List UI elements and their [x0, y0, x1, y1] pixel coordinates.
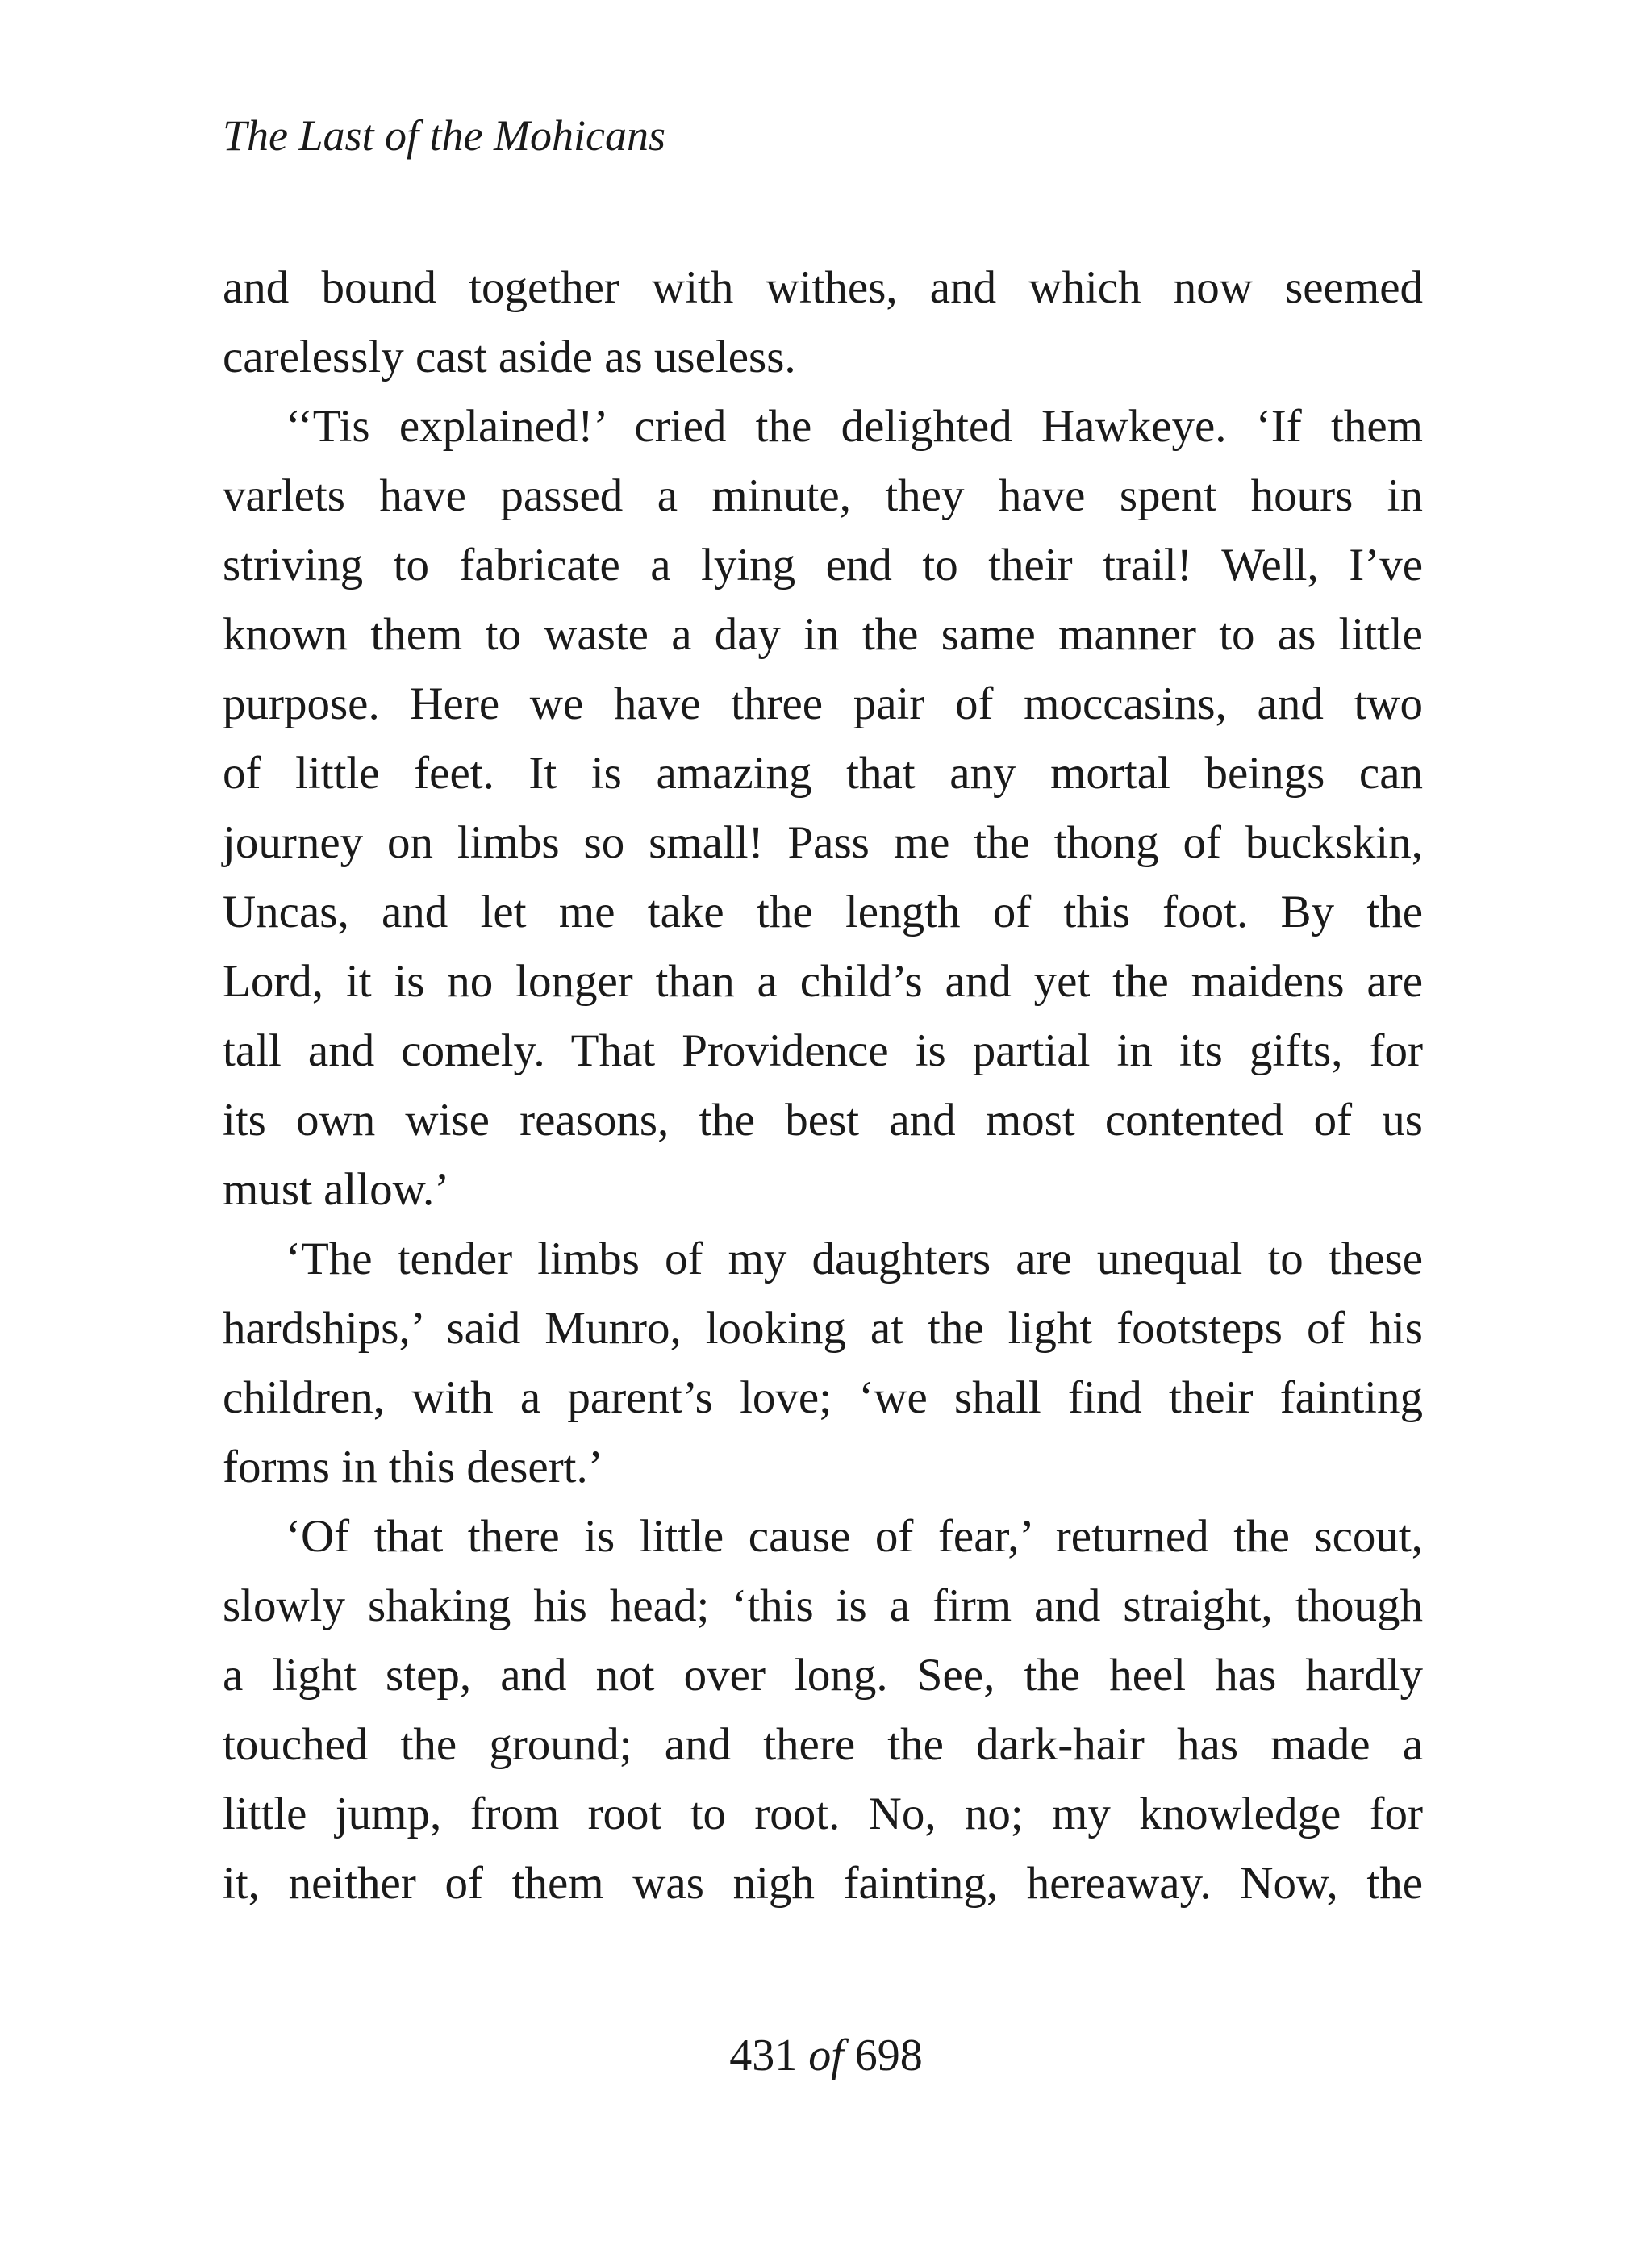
- page-number-current: 431: [729, 2031, 798, 2081]
- text-line: ‘The tender limbs of my daughters are unequal to these: [286, 1233, 1423, 1284]
- text-line: tall and comely. That Providence is partial in its gifts, for: [223, 1025, 1423, 1076]
- text-line: its own wise reasons, the best and most contented of us: [223, 1095, 1423, 1146]
- text-line: and bound together with withes, and which now seemed: [223, 262, 1423, 313]
- text-line: striving to fabricate a lying end to their trail! Well, I’ve: [223, 540, 1423, 591]
- text-line: known them to waste a day in the same manner to as little: [223, 609, 1423, 660]
- text-line: Lord, it is no longer than a child’s and yet the maidens are: [223, 956, 1423, 1007]
- text-line: ‘‘Tis explained!’ cried the delighted Hawkeye. ‘If them: [286, 401, 1423, 452]
- body-text: [223, 253, 1423, 1918]
- text-line: children, with a parent’s love; ‘we shall find their fainting: [223, 1372, 1423, 1423]
- text-line: it, neither of them was nigh fainting, hereaway. Now, the: [223, 1858, 1423, 1909]
- text-line: purpose. Here we have three pair of moccasins, and two: [223, 678, 1423, 729]
- running-head-title: The Last of the Mohicans: [223, 111, 665, 160]
- text-line: slowly shaking his head; ‘this is a firm and straight, though: [223, 1580, 1423, 1631]
- text-line: touched the ground; and there the dark-hair has made a: [223, 1719, 1423, 1770]
- text-line: forms in this desert.’: [223, 1442, 603, 1492]
- text-line: Uncas, and let me take the length of this foot. By the: [223, 887, 1423, 937]
- text-line: a light step, and not over long. See, the heel has hardly: [223, 1650, 1423, 1701]
- page-number-of: of: [808, 2031, 844, 2081]
- text-line: journey on limbs so small! Pass me the thong of buckskin,: [223, 817, 1423, 868]
- text-line: varlets have passed a minute, they have spent hours in: [223, 470, 1423, 521]
- text-line: carelessly cast aside as useless.: [223, 332, 796, 382]
- text-line: little jump, from root to root. No, no; my knowledge for: [223, 1789, 1423, 1839]
- text-line: must allow.’: [223, 1164, 450, 1215]
- page-number-total: 698: [854, 2031, 923, 2081]
- text-line: of little feet. It is amazing that any mortal beings can: [223, 748, 1423, 799]
- page-number: [0, 2023, 1652, 2088]
- text-line: ‘Of that there is little cause of fear,’ returned the scout,: [286, 1511, 1423, 1562]
- text-line: hardships,’ said Munro, looking at the light footsteps of his: [223, 1303, 1423, 1354]
